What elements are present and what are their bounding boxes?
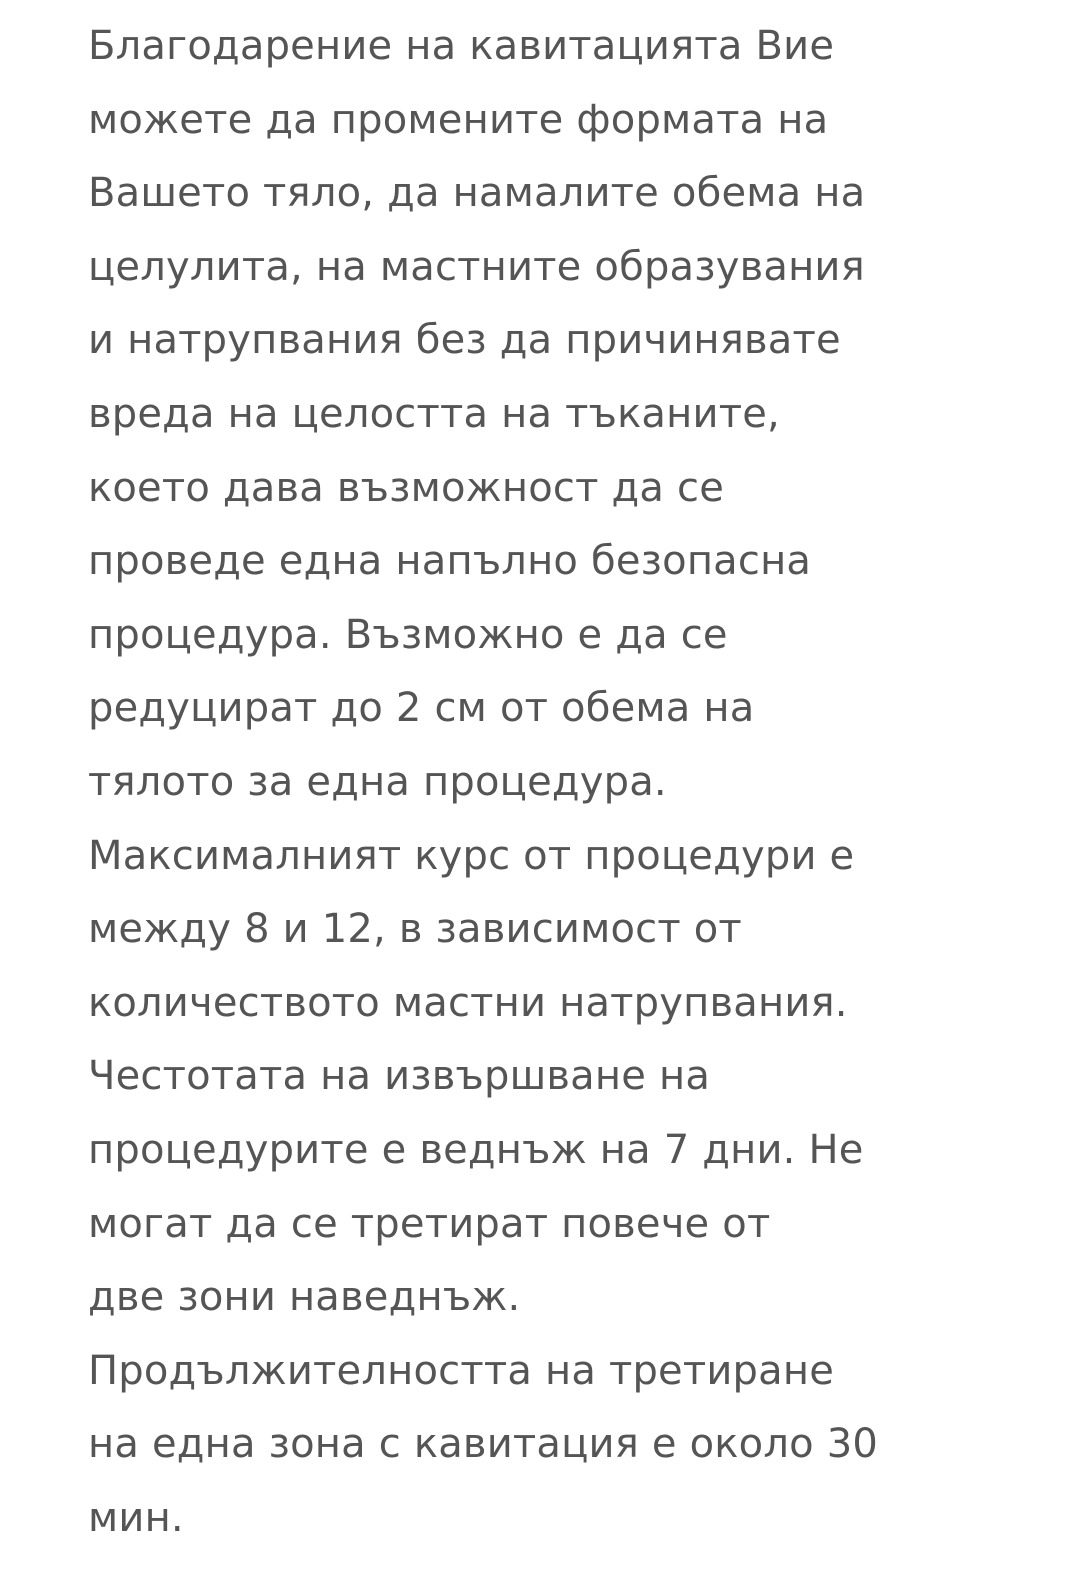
text-line: процедурите е веднъж на 7 дни. Не [88,1126,864,1173]
text-line: могат да се третират повече от [88,1200,771,1247]
article-text [88,10,1048,1555]
text-line: Честотата на извършване на [88,1053,711,1100]
text-line: Вашето тяло, да намалите обема на [88,170,866,217]
text-line: и натрупвания без да причинявате [88,317,841,364]
text-line: целулита, на мастните образувания [88,243,865,290]
text-line: тялото за една процедура. [88,758,667,805]
text-line: на една зона с кавитация е около 30 [88,1421,878,1468]
text-line: Продължителността на третиране [88,1347,835,1394]
text-line: две зони наведнъж. [88,1274,521,1321]
text-line: мин. [88,1494,184,1541]
text-line: процедура. Възможно е да се [88,611,728,658]
text-line: между 8 и 12, в зависимост от [88,906,742,953]
text-line: Благодарение на кавитацията Вие [88,23,835,69]
text-line: редуцират до 2 см от обема на [88,685,755,732]
text-line: количеството мастни натрупвания. [88,979,848,1026]
text-line: можете да промените формата на [88,96,829,143]
text-line: Максималният курс от процедури е [88,832,855,879]
text-line: вреда на целостта на тъканите, [88,390,780,437]
text-line: проведе една напълно безопасна [88,538,812,585]
text-line: което дава възможност да се [88,464,725,511]
